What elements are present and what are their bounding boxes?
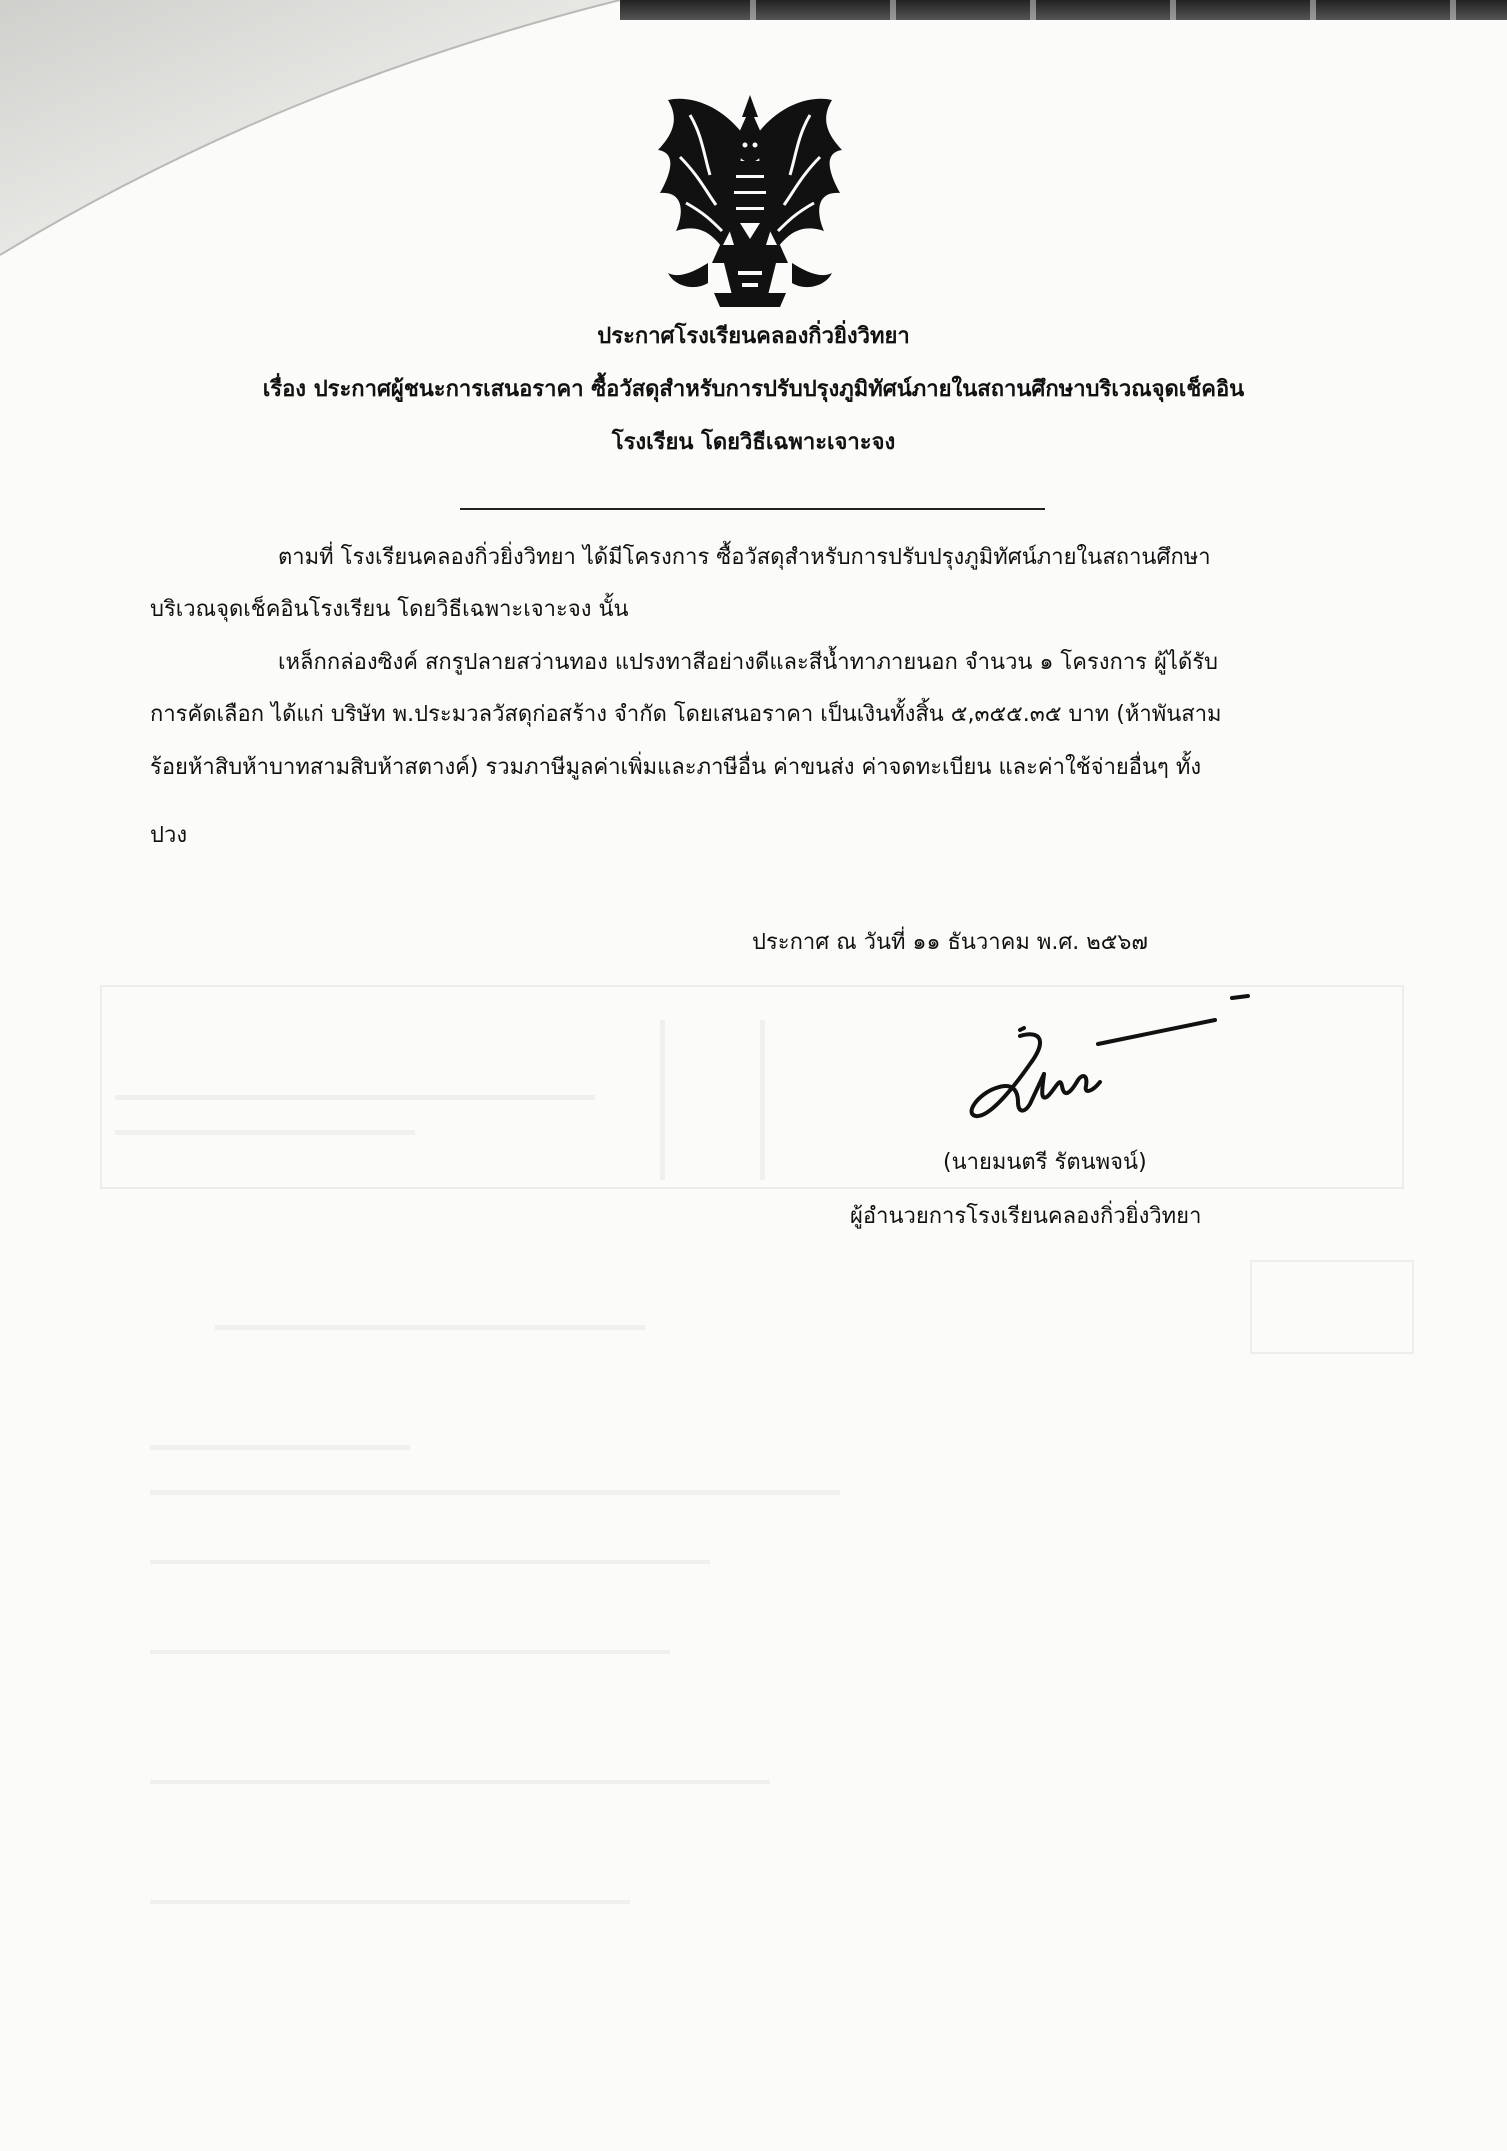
announcement-date: ประกาศ ณ วันที่ ๑๑ ธันวาคม พ.ศ. ๒๕๖๗ bbox=[752, 930, 1148, 955]
body-para1-line1: ตามที่ โรงเรียนคลองกิ่วยิ่งวิทยา ได้มีโครงการ ซื้อวัสดุสำหรับการปรับปรุงภูมิทัศน์ภายในสถานศึกษา bbox=[278, 545, 1211, 570]
page-curl-shadow bbox=[0, 0, 760, 260]
announcement-subject-line2: โรงเรียน โดยวิธีเฉพาะเจาะจง bbox=[611, 430, 896, 455]
garuda-emblem bbox=[650, 95, 850, 310]
body-para2-line3: ร้อยห้าสิบห้าบาทสามสิบห้าสตางค์) รวมภาษีมูลค่าเพิ่มและภาษีอื่น ค่าขนส่ง ค่าจดทะเบียน และค่าใช้จ่ายอื่นๆ ทั้ง bbox=[150, 755, 1202, 780]
body-para2-line4: ปวง bbox=[150, 823, 188, 848]
signatory-position: ผู้อำนวยการโรงเรียนคลองกิ่วยิ่งวิทยา bbox=[850, 1204, 1202, 1229]
header-divider bbox=[460, 508, 1045, 510]
signatory-name: (นายมนตรี รัตนพจน์) bbox=[943, 1150, 1147, 1175]
announcement-subject-line1: เรื่อง ประกาศผู้ชนะการเสนอราคา ซื้อวัสดุสำหรับการปรับปรุงภูมิทัศน์ภายในสถานศึกษาบริเวณจุดเช็คอิน bbox=[262, 377, 1245, 402]
body-para2-line1: เหล็กกล่องซิงค์ สกรูปลายสว่านทอง แปรงทาสีอย่างดีและสีน้ำทาภายนอก จำนวน ๑ โครงการ ผู้ได้รับ bbox=[278, 650, 1219, 675]
body-para1-line2: บริเวณจุดเช็คอินโรงเรียน โดยวิธีเฉพาะเจาะจง นั้น bbox=[150, 597, 629, 622]
body-para2-line2: การคัดเลือก ได้แก่ บริษัท พ.ประมวลวัสดุก่อสร้าง จำกัด โดยเสนอราคา เป็นเงินทั้งสิ้น ๕,๓๕๕.๓๕ บาท (ห้าพันสาม bbox=[150, 702, 1222, 727]
signature-mark bbox=[960, 990, 1260, 1140]
announcement-issuer: ประกาศโรงเรียนคลองกิ่วยิ่งวิทยา bbox=[597, 324, 910, 349]
